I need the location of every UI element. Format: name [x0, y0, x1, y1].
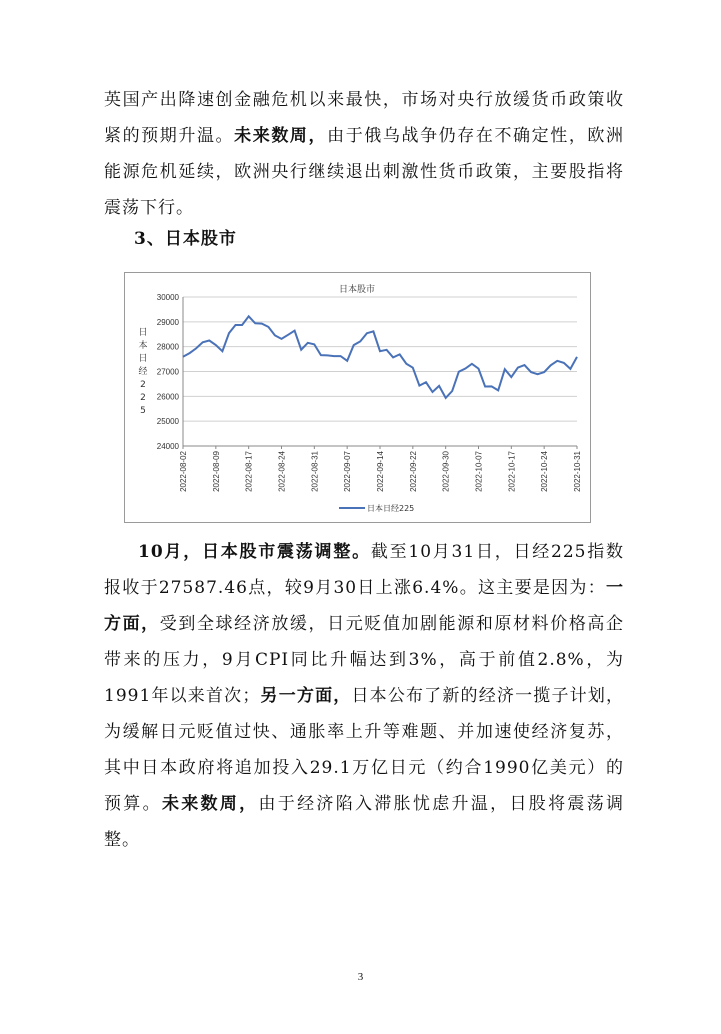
- x-tick-label: 2022-09-22: [408, 451, 418, 492]
- y-tick-label: 28000: [156, 342, 179, 352]
- x-tick-label: 2022-08-02: [179, 451, 188, 492]
- paragraph-text: 由于经济陷入滞胀忧虑升温，日股将震荡调整。: [104, 794, 625, 850]
- x-tick-label: 2022-10-31: [573, 451, 582, 492]
- x-tick-label: 2022-08-24: [277, 451, 287, 492]
- bold-phrase: 未来数周，: [234, 126, 328, 146]
- y-axis-title-char: 日: [138, 354, 148, 364]
- y-tick-label: 26000: [156, 392, 179, 402]
- y-tick-label: 27000: [156, 367, 179, 377]
- series-line: [183, 316, 577, 398]
- y-tick-label: 24000: [156, 442, 179, 451]
- paragraph-text: 由于俄乌战争仍存在不确定性，欧洲能源危机延续，欧洲央行继续退出刺激性货币政策，主要股指将震荡下行。: [104, 126, 625, 218]
- paragraph-text: 受到全球经济放缓，日元贬值加剧能源和原材料价格高企带来的压力，9月CPI同比升幅达到3%，高于前值2.8%，为1991年以来首次；: [104, 614, 625, 706]
- x-tick-label: 2022-10-07: [474, 451, 484, 492]
- line-chart: [125, 273, 590, 522]
- bold-phrase: 10月，日本股市震荡调整。: [138, 542, 371, 562]
- y-axis-title-char: 2: [140, 380, 146, 390]
- y-tick-label: 29000: [156, 317, 179, 327]
- y-axis-title-char: 日: [138, 328, 148, 338]
- paragraph-europe: [104, 82, 624, 226]
- x-tick-label: 2022-10-24: [540, 451, 550, 492]
- x-tick-label: 2022-09-07: [343, 451, 353, 492]
- chart-title: 日本股市: [338, 284, 376, 294]
- paragraph-text: 英国产出降速创金融危机以来最快，市场对央行放缓货币政策收紧的预期升温。: [104, 90, 624, 146]
- y-axis-title-char: 5: [140, 406, 146, 416]
- paragraph-text: 日本公布了新的经济一揽子计划，为缓解日元贬值过快、通胀率上升等难题、并加速使经济复苏，其中日本政府将追加投入29.1万亿日元（约合1990亿美元）的预算。: [104, 686, 625, 814]
- bold-phrase: 未来数周，: [161, 794, 259, 814]
- bold-phrase: 一方面，: [104, 578, 624, 634]
- x-tick-label: 2022-08-09: [211, 451, 221, 492]
- x-tick-label: 2022-09-30: [441, 451, 451, 492]
- y-axis-title-char: 本: [138, 341, 148, 351]
- section-heading: 3、日本股市: [134, 229, 237, 249]
- x-tick-label: 2022-08-31: [310, 451, 320, 492]
- bold-phrase: 另一方面，: [260, 686, 352, 706]
- x-tick-label: 2022-09-14: [376, 451, 385, 492]
- x-tick-label: 2022-08-17: [244, 451, 254, 492]
- page-number: 3: [357, 971, 364, 983]
- y-axis-title-char: 2: [140, 393, 146, 403]
- paragraph-text: 截至10月31日，日经225指数报收于27587.46点，较9月30日上涨6.4%。这主要是因为：: [104, 542, 624, 598]
- paragraph-japan: [104, 534, 624, 858]
- y-tick-label: 30000: [156, 293, 179, 302]
- y-axis-title-char: 经: [138, 367, 148, 377]
- legend-label: 日本日经225: [367, 504, 415, 513]
- chart-legend: [339, 503, 414, 513]
- chart-frame: [124, 272, 591, 523]
- y-tick-label: 25000: [156, 417, 179, 427]
- x-tick-label: 2022-10-17: [507, 451, 517, 492]
